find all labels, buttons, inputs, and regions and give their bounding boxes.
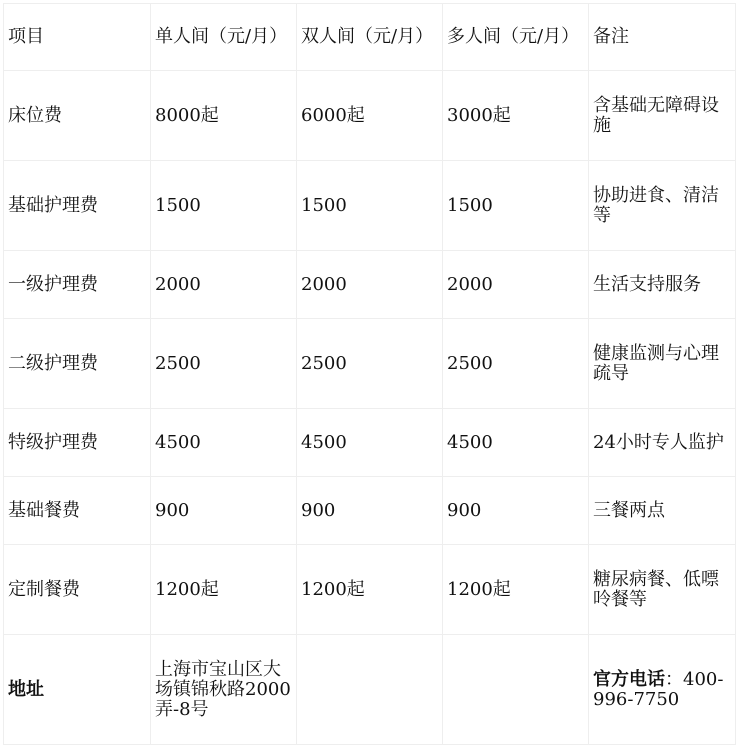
empty-cell [443,635,589,745]
header-cell-multi-room: 多人间（元/月） [443,4,589,71]
remark-cell: 生活支持服务 [589,251,736,319]
table-row [4,545,736,635]
table-cell: 900 [443,477,589,545]
table-cell: 2500 [297,319,443,409]
row-label: 特级护理费 [4,409,151,477]
remark-cell: 含基础无障碍设施 [589,71,736,161]
table-cell: 900 [151,477,297,545]
table-cell: 2000 [151,251,297,319]
remark-cell: 健康监测与心理疏导 [589,319,736,409]
header-cell-single-room: 单人间（元/月） [151,4,297,71]
phone-cell [589,635,736,745]
table-cell: 2000 [443,251,589,319]
table-row [4,71,736,161]
table-row-contact [4,635,736,745]
table-row [4,319,736,409]
table-cell: 4500 [443,409,589,477]
row-label: 二级护理费 [4,319,151,409]
table-cell: 1200起 [151,545,297,635]
table-cell: 4500 [297,409,443,477]
table-cell: 1500 [151,161,297,251]
table-cell: 8000起 [151,71,297,161]
table-cell: 1200起 [297,545,443,635]
table-cell: 1500 [443,161,589,251]
header-cell-double-room: 双人间（元/月） [297,4,443,71]
table-cell: 6000起 [297,71,443,161]
table-cell: 2500 [151,319,297,409]
row-label: 定制餐费 [4,545,151,635]
table-cell: 2500 [443,319,589,409]
table-cell: 4500 [151,409,297,477]
row-label: 一级护理费 [4,251,151,319]
table-row [4,477,736,545]
table-cell: 3000起 [443,71,589,161]
address-value: 上海市宝山区大场镇锦秋路2000弄-8号 [151,635,297,745]
row-label: 基础餐费 [4,477,151,545]
header-cell-item: 项目 [4,4,151,71]
phone-number: 400-996-7750 [593,668,724,710]
remark-cell: 24小时专人监护 [589,409,736,477]
table-row [4,409,736,477]
remark-cell: 糖尿病餐、低嘌呤餐等 [589,545,736,635]
row-label: 基础护理费 [4,161,151,251]
pricing-table [3,3,736,745]
row-label: 床位费 [4,71,151,161]
header-cell-remarks: 备注 [589,4,736,71]
phone-separator: ： [665,668,683,690]
table-row [4,161,736,251]
address-label: 地址 [4,635,151,745]
remark-cell: 三餐两点 [589,477,736,545]
table-row [4,251,736,319]
table-cell: 1500 [297,161,443,251]
remark-cell: 协助进食、清洁等 [589,161,736,251]
table-cell: 2000 [297,251,443,319]
table-cell: 1200起 [443,545,589,635]
table-header-row [4,4,736,71]
table-cell: 900 [297,477,443,545]
phone-label: 官方电话 [593,668,665,690]
empty-cell [297,635,443,745]
